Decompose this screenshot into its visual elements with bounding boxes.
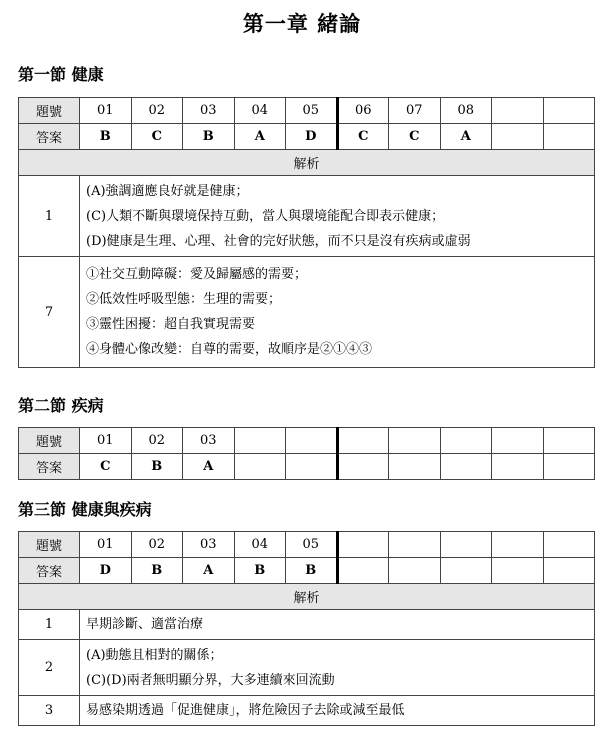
empty-cell <box>337 428 389 454</box>
empty-cell <box>440 532 492 558</box>
number-label: 題號 <box>19 428 80 454</box>
empty-cell <box>286 454 338 480</box>
question-number: 06 <box>337 98 389 124</box>
empty-cell <box>337 558 389 584</box>
question-number: 02 <box>131 532 183 558</box>
number-row <box>19 532 595 558</box>
answer-label: 答案 <box>19 558 80 584</box>
analysis-header: 解析 <box>19 584 595 610</box>
number-row <box>19 98 595 124</box>
answer-value: C <box>80 454 132 480</box>
empty-cell <box>440 558 492 584</box>
explanation-line: 易感染期透過「促進健康」，將危險因子去除或減至最低 <box>86 703 405 718</box>
answer-value: C <box>389 124 441 150</box>
question-number: 01 <box>80 532 132 558</box>
question-number: 04 <box>234 532 286 558</box>
explanation-line: ④身體心像改變：自尊的需要，故順序是②①④③ <box>86 342 373 357</box>
explanation-row <box>19 176 595 257</box>
empty-cell <box>543 428 595 454</box>
explanation-text <box>80 257 595 368</box>
explanation-row <box>19 696 595 726</box>
explanation-line: 早期診斷、適當治療 <box>86 617 204 632</box>
question-number: 03 <box>183 98 235 124</box>
empty-cell <box>543 98 595 124</box>
question-number: 03 <box>183 532 235 558</box>
chapter-title: 第一章 緒論 <box>242 12 362 36</box>
explanation-row <box>19 640 595 696</box>
explanation-row <box>19 610 595 640</box>
answer-row <box>19 558 595 584</box>
answer-value: D <box>80 558 132 584</box>
empty-cell <box>543 454 595 480</box>
explanation-text <box>80 176 595 257</box>
answer-label: 答案 <box>19 124 80 150</box>
explanation-line: (A)強調適應良好就是健康； <box>86 183 249 199</box>
answer-value: B <box>183 124 235 150</box>
explanation-question-number: 1 <box>19 610 80 640</box>
empty-cell <box>440 428 492 454</box>
section-title-3: 第三節 健康與疾病 <box>18 500 152 519</box>
answer-value: B <box>286 558 338 584</box>
empty-cell <box>286 428 338 454</box>
empty-cell <box>337 454 389 480</box>
answer-row <box>19 454 595 480</box>
answer-value: C <box>131 124 183 150</box>
answer-value: A <box>183 454 235 480</box>
empty-cell <box>492 428 544 454</box>
explanation-line: (C)人類不斷與環境保持互動，當人與環境能配合即表示健康； <box>86 208 445 224</box>
answer-row <box>19 124 595 150</box>
empty-cell <box>234 454 286 480</box>
question-number: 04 <box>234 98 286 124</box>
answer-value: A <box>183 558 235 584</box>
explanation-text <box>80 696 595 726</box>
question-number: 01 <box>80 428 132 454</box>
explanation-text <box>80 610 595 640</box>
empty-cell <box>440 454 492 480</box>
answer-table-1 <box>18 97 595 368</box>
question-number: 01 <box>80 98 132 124</box>
empty-cell <box>543 124 595 150</box>
answer-value: B <box>234 558 286 584</box>
explanation-question-number: 1 <box>19 176 80 257</box>
explanation-question-number: 7 <box>19 257 80 368</box>
section-title-2: 第二節 疾病 <box>18 396 104 415</box>
answer-value: C <box>337 124 389 150</box>
empty-cell <box>389 428 441 454</box>
empty-cell <box>492 532 544 558</box>
answer-table-2 <box>18 427 595 480</box>
answer-table-3 <box>18 531 595 726</box>
explanation-line: (D)健康是生理、心理、社會的完好狀態，而不只是沒有疾病或虛弱 <box>86 233 471 249</box>
answer-value: A <box>234 124 286 150</box>
answer-value: A <box>440 124 492 150</box>
question-number: 03 <box>183 428 235 454</box>
question-number: 08 <box>440 98 492 124</box>
analysis-header: 解析 <box>19 150 595 176</box>
empty-cell <box>543 532 595 558</box>
answer-value: B <box>80 124 132 150</box>
explanation-line: ①社交互動障礙：愛及歸屬感的需要； <box>86 267 308 282</box>
question-number: 02 <box>131 428 183 454</box>
empty-cell <box>492 98 544 124</box>
empty-cell <box>492 454 544 480</box>
question-number: 02 <box>131 98 183 124</box>
explanation-line: (C)(D)兩者無明顯分界，大多連續來回流動 <box>86 672 335 688</box>
empty-cell <box>337 532 389 558</box>
empty-cell <box>389 558 441 584</box>
empty-cell <box>234 428 286 454</box>
explanation-line: ③靈性困擾：超自我實現需要 <box>86 317 256 332</box>
question-number: 05 <box>286 532 338 558</box>
answer-value: D <box>286 124 338 150</box>
empty-cell <box>492 124 544 150</box>
explanation-line: ②低效性呼吸型態：生理的需要； <box>86 292 282 307</box>
question-number: 05 <box>286 98 338 124</box>
explanation-question-number: 3 <box>19 696 80 726</box>
number-label: 題號 <box>19 98 80 124</box>
number-label: 題號 <box>19 532 80 558</box>
empty-cell <box>492 558 544 584</box>
answer-value: B <box>131 454 183 480</box>
explanation-text <box>80 640 595 696</box>
empty-cell <box>543 558 595 584</box>
empty-cell <box>389 454 441 480</box>
section-title-1: 第一節 健康 <box>18 65 104 84</box>
number-row <box>19 428 595 454</box>
explanation-question-number: 2 <box>19 640 80 696</box>
answer-label: 答案 <box>19 454 80 480</box>
question-number: 07 <box>389 98 441 124</box>
answer-value: B <box>131 558 183 584</box>
explanation-line: (A)動態且相對的關係； <box>86 647 223 663</box>
empty-cell <box>389 532 441 558</box>
explanation-row <box>19 257 595 368</box>
